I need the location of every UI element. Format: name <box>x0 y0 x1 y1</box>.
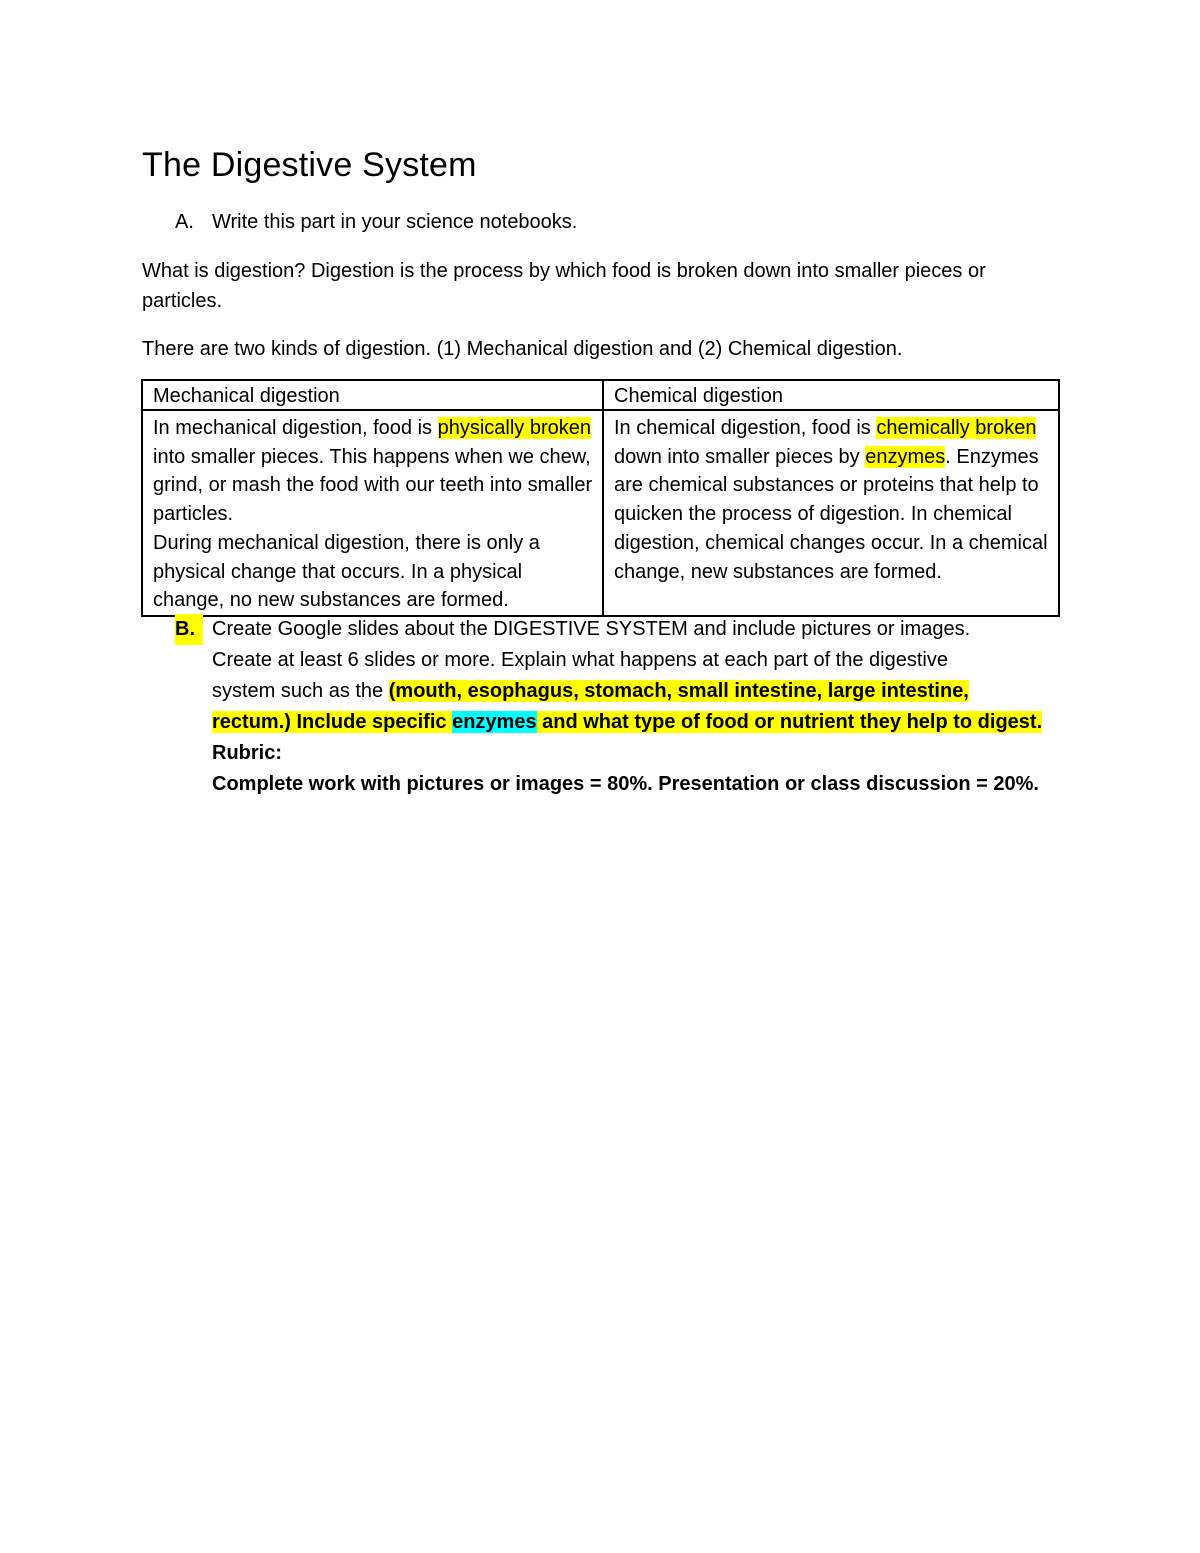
chemical-text-3: . Enzymes are chemical substances or proteins that help to quicken the process of digestion. In chemical digestion, chemical changes occur. In a chemical change, new substances are formed. <box>614 445 1048 583</box>
list-marker-a: A. <box>175 211 194 233</box>
mechanical-text-1: In mechanical digestion, food is <box>153 417 438 439</box>
include-specific-highlight: rectum.) Include specific <box>212 711 453 733</box>
chemical-highlight-1: chemically broken <box>876 417 1037 439</box>
mechanical-text-3: During mechanical digestion, there is only a physical change that occurs. In a physical change, no new substances are formed. <box>153 531 540 612</box>
list-marker-b: B. <box>175 614 203 645</box>
chemical-cell <box>603 410 1059 616</box>
item-b-line-1: Create Google slides about the DIGESTIVE SYSTEM and include pictures or images. <box>212 618 971 640</box>
list-item-b <box>175 614 1065 800</box>
digestion-definition: What is digestion? Digestion is the process by which food is broken down into smaller pieces or particles. <box>142 260 986 312</box>
chemical-text-2: down into smaller pieces by <box>614 445 866 468</box>
page-title: The Digestive System <box>142 146 477 184</box>
digestion-table <box>141 379 1060 617</box>
mechanical-cell <box>142 410 603 616</box>
list-item-b-body <box>212 614 1065 800</box>
table-header-mechanical: Mechanical digestion <box>142 380 603 410</box>
item-b-line-3 <box>212 676 1065 707</box>
mechanical-text-2: into smaller pieces. This happens when we chew, grind, or mash the food with our teeth into smaller particles. <box>153 445 593 526</box>
list-item-a <box>175 211 577 234</box>
enzymes-highlight: enzymes <box>452 711 537 733</box>
table-header-chemical: Chemical digestion <box>603 380 1059 410</box>
item-b-line-4 <box>212 707 1065 738</box>
table-header-row <box>142 380 1059 410</box>
chemical-highlight-enzymes: enzymes <box>865 445 946 468</box>
item-b-line-2: Create at least 6 slides or more. Explain what happens at each part of the digestive <box>212 649 948 671</box>
item-b-line-3-text: system such as the <box>212 680 389 702</box>
rubric-label: Rubric: <box>212 742 282 764</box>
digestive-parts-highlight: (mouth, esophagus, stomach, small intestine, large intestine, <box>388 680 969 702</box>
digestion-kinds: There are two kinds of digestion. (1) Mechanical digestion and (2) Chemical digestion. <box>142 338 903 360</box>
nutrient-highlight: and what type of food or nutrient they help to digest. <box>536 711 1043 733</box>
list-item-a-text: Write this part in your science notebooks. <box>212 211 578 233</box>
chemical-text-1: In chemical digestion, food is <box>614 417 877 439</box>
mechanical-highlight: physically broken <box>437 417 592 439</box>
rubric-text: Complete work with pictures or images = 80%. Presentation or class discussion = 20%. <box>212 773 1039 795</box>
table-row <box>142 410 1059 616</box>
